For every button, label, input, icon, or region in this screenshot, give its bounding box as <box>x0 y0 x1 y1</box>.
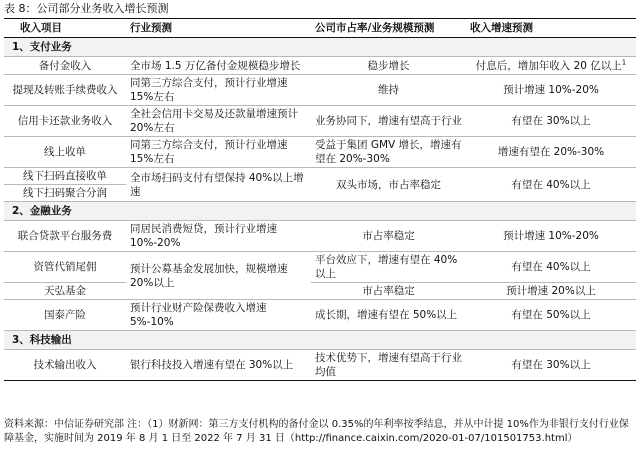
cell-item: 提现及转账手续费收入 <box>4 75 126 106</box>
cell-share: 平台效应下，增速有望在 40%以上 <box>311 252 466 283</box>
cell-share: 技术优势下，增速有望高于行业均值 <box>311 350 466 381</box>
cell-share: 成长期，增速有望在 50%以上 <box>311 300 466 331</box>
footnote-marker: 1 <box>621 58 627 66</box>
table-row <box>4 75 636 106</box>
cell-industry: 全市场 1.5 万亿备付金规模稳步增长 <box>126 57 311 75</box>
section-row <box>4 202 636 221</box>
section-label: 3、科技输出 <box>4 331 636 350</box>
cell-share: 双头市场，市占率稳定 <box>311 168 466 202</box>
section-row <box>4 38 636 57</box>
table-row <box>4 168 636 185</box>
cell-growth: 有望在 30%以上 <box>466 350 636 381</box>
cell-industry: 同居民消费短贷，预计行业增速10%-20% <box>126 221 311 252</box>
header-share-forecast: 公司市占率/业务规模预测 <box>311 19 466 38</box>
cell-industry: 全市场扫码支付有望保持 40%以上增速 <box>126 168 311 202</box>
cell-item: 资管代销尾佣 <box>4 252 126 283</box>
cell-item: 线下扫码直接收单 <box>4 168 126 185</box>
table-row <box>4 283 636 300</box>
table-header-row <box>4 19 636 38</box>
cell-growth: 预计增速 20%以上 <box>466 283 636 300</box>
cell-item: 线上收单 <box>4 137 126 168</box>
cell-industry: 银行科技投入增速有望在 30%以上 <box>126 350 311 381</box>
table-row <box>4 221 636 252</box>
forecast-table <box>4 18 636 381</box>
table-row <box>4 57 636 75</box>
cell-growth: 预计增速 10%-20% <box>466 221 636 252</box>
cell-industry: 同第三方综合支付，预计行业增速15%左右 <box>126 137 311 168</box>
cell-growth: 有望在 30%以上 <box>466 106 636 137</box>
cell-share: 市占率稳定 <box>311 221 466 252</box>
cell-growth-text: 付息后，增加年收入 20 亿以上 <box>475 59 622 72</box>
cell-share: 市占率稳定 <box>311 283 466 300</box>
header-industry-forecast: 行业预测 <box>126 19 311 38</box>
cell-share: 业务协同下，增速有望高于行业 <box>311 106 466 137</box>
cell-industry: 同第三方综合支付，预计行业增速15%左右 <box>126 75 311 106</box>
table-row <box>4 350 636 381</box>
cell-item: 国泰产险 <box>4 300 126 331</box>
header-growth-forecast: 收入增速预测 <box>466 19 636 38</box>
cell-share: 受益于集团 GMV 增长，增速有望在 20%-30% <box>311 137 466 168</box>
table-caption: 表 8：公司部分业务收入增长预测 <box>4 2 169 15</box>
cell-industry: 预计行业财产险保费收入增速5%-10% <box>126 300 311 331</box>
section-label: 1、支付业务 <box>4 38 636 57</box>
table-row <box>4 300 636 331</box>
cell-growth: 有望在 50%以上 <box>466 300 636 331</box>
cell-item: 线下扫码聚合分润 <box>4 185 126 202</box>
cell-industry: 预计公募基金发展加快，规模增速20%以上 <box>126 252 311 300</box>
cell-item: 备付金收入 <box>4 57 126 75</box>
cell-share: 稳步增长 <box>311 57 466 75</box>
cell-item: 天弘基金 <box>4 283 126 300</box>
cell-growth: 预计增速 10%-20% <box>466 75 636 106</box>
header-revenue-item: 收入项目 <box>4 19 126 38</box>
section-row <box>4 331 636 350</box>
table-row <box>4 137 636 168</box>
cell-growth <box>466 57 636 75</box>
cell-industry: 全社会信用卡交易及还款量增速预计20%左右 <box>126 106 311 137</box>
cell-growth: 有望在 40%以上 <box>466 252 636 283</box>
cell-share: 维持 <box>311 75 466 106</box>
source-note: 资料来源：中信证券研究部 注：（1）财新网：第三方支付机构的备付金以 0.35%的年利率按季结息，并从中计提 10%作为非银行支付行业保障基金，实施时间为 2019 年 8 月 1 日至 2022 年 7 月 31 日（http://finance.caixin.com/2020-01-07/101501753.html） <box>4 419 629 444</box>
cell-growth: 增速有望在 20%-30% <box>466 137 636 168</box>
table-row <box>4 252 636 283</box>
cell-growth: 有望在 40%以上 <box>466 168 636 202</box>
section-label: 2、金融业务 <box>4 202 636 221</box>
cell-item: 联合贷款平台服务费 <box>4 221 126 252</box>
table-row <box>4 106 636 137</box>
cell-item: 信用卡还款业务收入 <box>4 106 126 137</box>
cell-item: 技术输出收入 <box>4 350 126 381</box>
